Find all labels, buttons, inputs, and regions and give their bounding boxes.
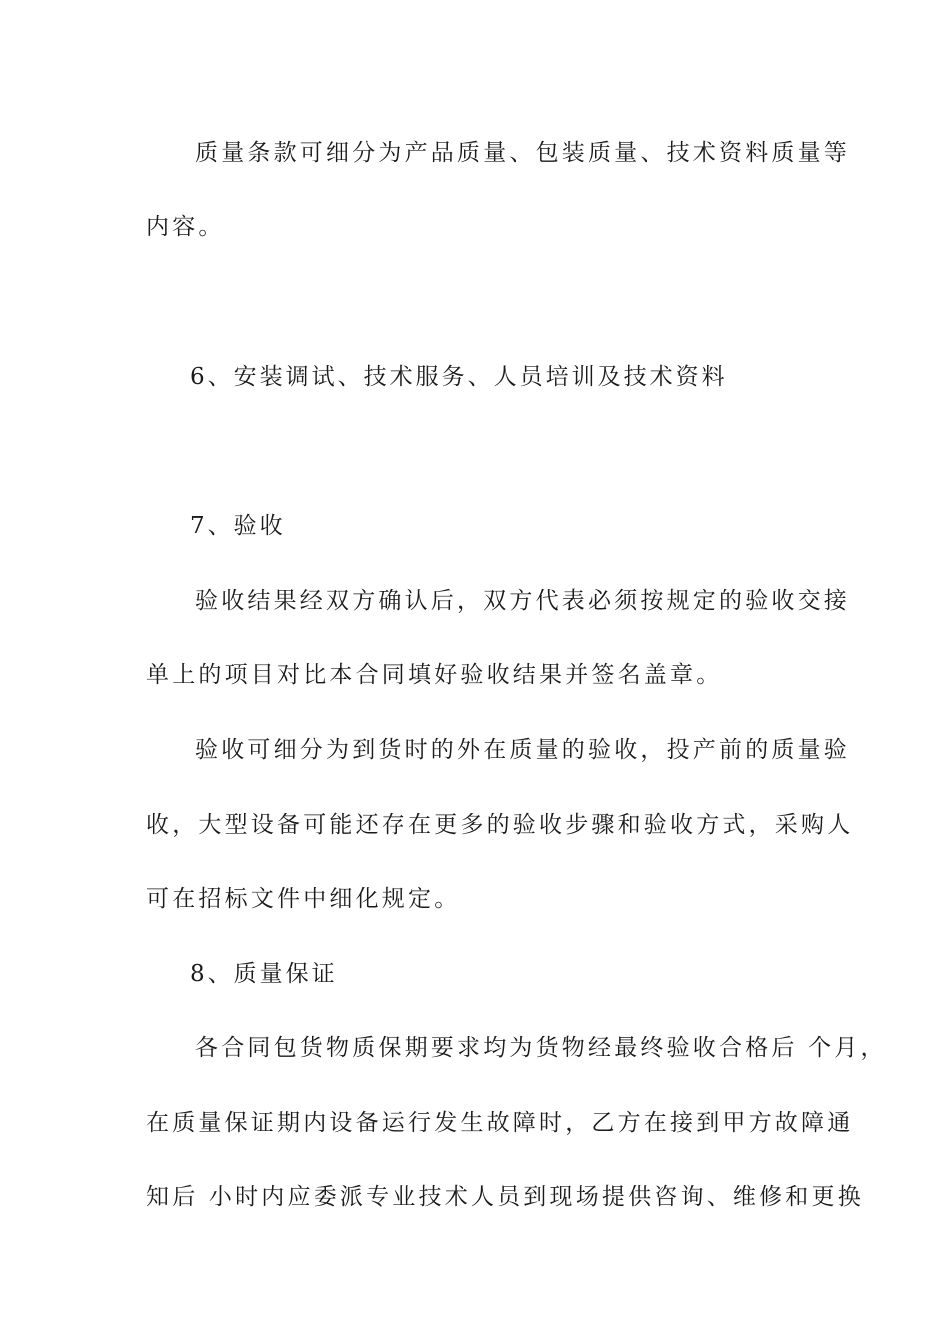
section-heading-6: 6、安装调试、技术服务、人员培训及技术资料 — [190, 364, 728, 390]
section-heading-8: 8、质量保证 — [190, 961, 338, 987]
acceptance-paragraph-2-line-2: 收，大型设备可能还存在更多的验收步骤和验收方式，采购人 — [146, 812, 854, 838]
acceptance-paragraph-2-line-1: 验收可细分为到货时的外在质量的验收，投产前的质量验 — [195, 737, 850, 763]
warranty-paragraph-line-1: 各合同包货物质保期要求均为货物经最终验收合格后 个月， — [195, 1035, 887, 1061]
section-heading-7: 7、验收 — [190, 513, 286, 539]
warranty-paragraph-line-2: 在质量保证期内设备运行发生故障时，乙方在接到甲方故障通 — [146, 1110, 854, 1136]
acceptance-paragraph-1-line-2: 单上的项目对比本合同填好验收结果并签名盖章。 — [146, 662, 723, 688]
acceptance-paragraph-2-line-3: 可在招标文件中细化规定。 — [146, 886, 461, 912]
acceptance-paragraph-1-line-1: 验收结果经双方确认后，双方代表必须按规定的验收交接 — [195, 588, 850, 614]
quality-paragraph-line-2: 内容。 — [146, 214, 225, 240]
warranty-paragraph-line-3: 知后 小时内应委派专业技术人员到现场提供咨询、维修和更换 — [146, 1184, 864, 1210]
quality-paragraph-line-1: 质量条款可细分为产品质量、包装质量、技术资料质量等 — [195, 140, 850, 166]
